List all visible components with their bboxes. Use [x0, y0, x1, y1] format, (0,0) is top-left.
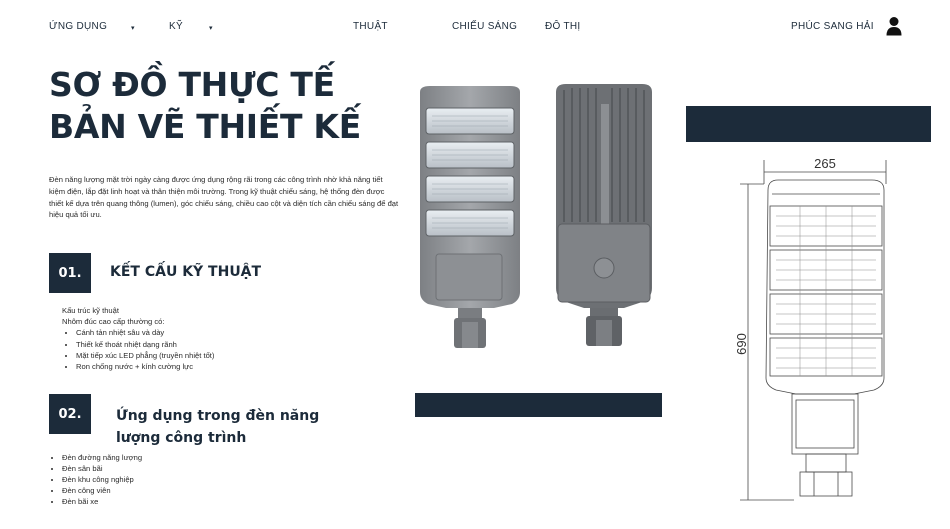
list-item: • Đèn khu công nghiệp: [62, 474, 300, 485]
section-title-ket-cau: KẾT CẤU KỸ THUẬT: [110, 264, 262, 280]
list-item: • Đèn công viên: [62, 485, 300, 496]
section-1-list: [62, 327, 362, 372]
list-item: • Đèn bãi xe: [62, 496, 300, 507]
technical-drawing: [734, 150, 904, 520]
section-1-line: Kấu trúc kỹ thuật: [62, 306, 119, 315]
list-item: • Mặt tiếp xúc LED phẳng (truyền nhiệt tốt): [76, 350, 362, 361]
hero-description: Đèn năng lượng mặt trời ngày càng được ứng dụng rộng rãi trong các công trình nhờ khả năng tiết kiệm điện, lắp đặt linh hoạt và thân thiện môi trường. Trong kỹ thuật chiếu sáng, hệ thống đèn được thiết kế dựa trên quang thông (lumen), góc chiếu sáng, chiều cao cột và diện tích cần chiếu sáng để đạt hiệu quả tối ưu.: [49, 175, 399, 220]
nav-item-ung-dung[interactable]: ỨNG DỤNG: [49, 21, 108, 32]
header-bar: [686, 106, 931, 142]
nav-item-ky[interactable]: KỸ: [169, 21, 183, 32]
section-number-badge: 02.: [49, 394, 91, 434]
section-1-line: Nhôm đúc cao cấp thường có:: [62, 317, 165, 327]
lamp-back-image: [552, 84, 656, 348]
list-item: • Ron chống nước + kính cường lực: [76, 361, 362, 372]
section-2-list: [50, 452, 300, 507]
lamp-front-image: [416, 86, 524, 350]
list-item: • Đèn sân bãi: [62, 463, 300, 474]
nav-item-do-thi[interactable]: ĐÔ THỊ: [545, 21, 581, 32]
list-item: • Đèn đường năng lượng: [62, 452, 300, 463]
brand-name[interactable]: PHÚC SANG HẢI: [791, 21, 874, 32]
page-title-line-1: SƠ ĐỒ THỰC TẾ: [49, 65, 335, 104]
drawing-width-label: 265: [814, 156, 836, 171]
user-icon[interactable]: [886, 16, 902, 36]
section-2-body: [50, 452, 300, 507]
section-title-ung-dung: Ứng dụng trong đèn năng lượng công trình: [116, 408, 320, 446]
chevron-down-icon[interactable]: ▾: [209, 25, 213, 32]
nav-item-thuat[interactable]: THUẬT: [353, 21, 388, 32]
page-title-line-2: BẢN VẼ THIẾT KẾ: [49, 107, 361, 146]
drawing-height-label: 690: [734, 333, 749, 355]
page-title: [49, 64, 389, 148]
top-navigation: [0, 0, 950, 52]
section-1-body: [62, 305, 362, 372]
nav-item-chieu-sang[interactable]: CHIẾU SÁNG: [452, 21, 518, 32]
list-item: • Cánh tản nhiệt sâu và dày: [76, 327, 362, 338]
caption-bar: [415, 393, 662, 417]
list-item: • Thiết kế thoát nhiệt dạng rãnh: [76, 339, 362, 350]
chevron-down-icon[interactable]: ▾: [131, 25, 135, 32]
section-number-badge: 01.: [49, 253, 91, 293]
